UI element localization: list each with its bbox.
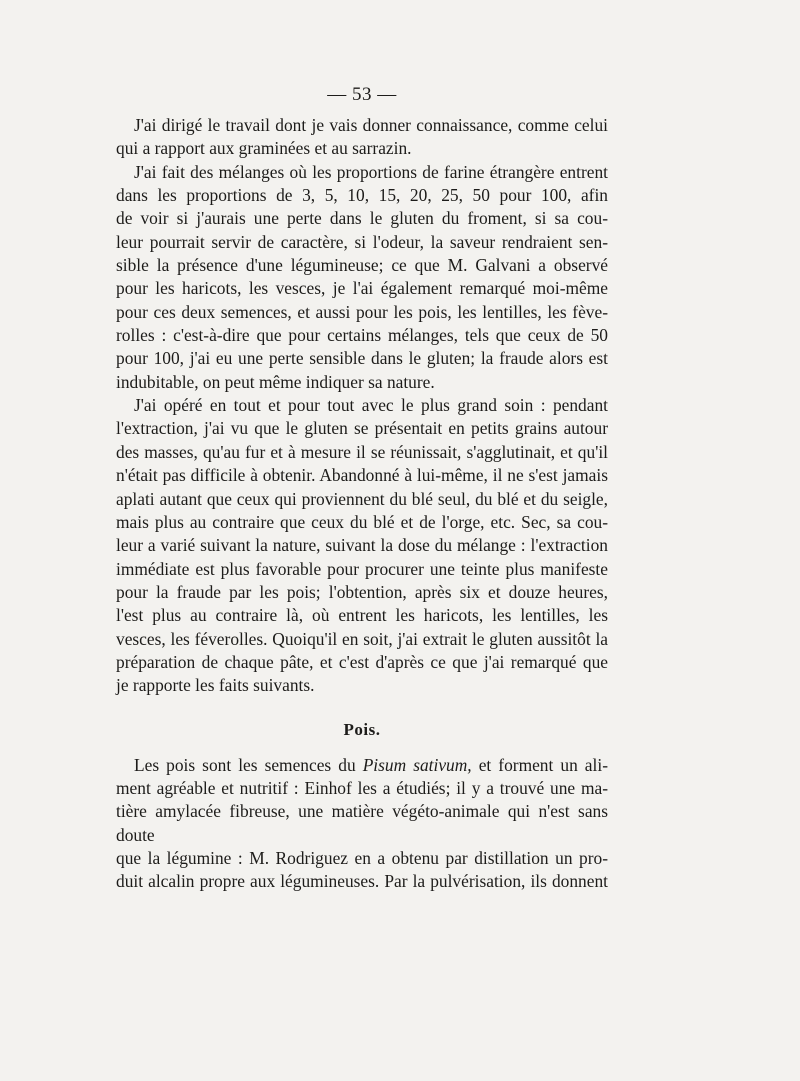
paragraph-1 (116, 114, 608, 161)
text-line: duit alcalin propre aux légumineuses. Par la pulvérisation, ils donnent (116, 871, 608, 892)
text-line: des masses, qu'au fur et à mesure il se réunissait, s'agglutinait, et qu'il (116, 441, 608, 462)
text-line: ment agréable et nutritif : Einhof les a étudiés; il y a trouvé une ma- (116, 777, 608, 798)
text-line: leur pourrait servir de caractère, si l'odeur, la saveur rendraient sen- (116, 231, 608, 252)
paragraph-3 (116, 394, 608, 697)
text-run: et forment un ali- (471, 754, 608, 775)
text-line: mais plus au contraire que ceux du blé et de l'orge, etc. Sec, sa cou- (116, 511, 608, 532)
text-line: immédiate est plus favorable pour procurer une teinte plus manifeste (116, 558, 608, 579)
paragraph-2 (116, 161, 608, 394)
text-line: pour ces deux semences, et aussi pour les pois, les lentilles, les fève- (116, 301, 608, 322)
text-line: dans les proportions de 3, 5, 10, 15, 20, 25, 50 pour 100, afin (116, 185, 608, 206)
text-line: n'était pas difficile à obtenir. Abandonné à lui-même, il ne s'est jamais (116, 465, 608, 486)
text-line: tière amylacée fibreuse, une matière végéto-animale qui n'est sans doute (116, 801, 608, 845)
text-line: l'extraction, j'ai vu que le gluten se présentait en petits grains autour (116, 418, 608, 439)
text-line (116, 754, 608, 777)
text-line: leur a varié suivant la nature, suivant la dose du mélange : l'extraction (116, 535, 608, 556)
document-page (116, 84, 608, 894)
text-line: J'ai fait des mélanges où les proportions de farine étrangère entrent (134, 161, 608, 182)
italic-species-name: Pisum sativum, (362, 754, 472, 775)
text-run: Les pois sont les semences du (134, 754, 363, 775)
text-line: de voir si j'aurais une perte dans le gluten du froment, si sa cou- (116, 208, 608, 229)
text-line: l'est plus au contraire là, où entrent les haricots, les lentilles, les (116, 605, 608, 626)
text-line: que la légumine : M. Rodriguez en a obtenu par distillation un pro- (116, 847, 608, 868)
page-number: — 53 — (327, 84, 397, 105)
text-line: aplati autant que ceux qui proviennent du blé seul, du blé et du seigle, (116, 488, 608, 509)
section-paragraph (116, 754, 608, 894)
text-line: préparation de chaque pâte, et c'est d'après ce que j'ai remarqué que (116, 651, 608, 672)
text-line: pour 100, j'ai eu une perte sensible dans le gluten; la fraude alors est (116, 348, 608, 369)
text-line: rolles : c'est-à-dire que pour certains mélanges, tels que ceux de 50 (116, 325, 608, 346)
text-line: pour la fraude par les pois; l'obtention, après six et douze heures, (116, 581, 608, 602)
text-line: sible la présence d'une légumineuse; ce que M. Galvani a observé (116, 255, 608, 276)
text-line: vesces, les féverolles. Quoiqu'il en soit, j'ai extrait le gluten aussitôt la (116, 628, 608, 649)
text-line: J'ai opéré en tout et pour tout avec le plus grand soin : pendant (134, 395, 608, 416)
text-line: je rapporte les faits suivants. (116, 675, 315, 696)
text-line: pour les haricots, les vesces, je l'ai également remarqué moi-même (116, 278, 608, 299)
section-title: Pois. (343, 719, 381, 739)
text-line: indubitable, on peut même indiquer sa nature. (116, 371, 435, 392)
text-line: qui a rapport aux graminées et au sarrazin. (116, 138, 412, 159)
text-line: J'ai dirigé le travail dont je vais donner connaissance, comme celui (134, 115, 608, 135)
